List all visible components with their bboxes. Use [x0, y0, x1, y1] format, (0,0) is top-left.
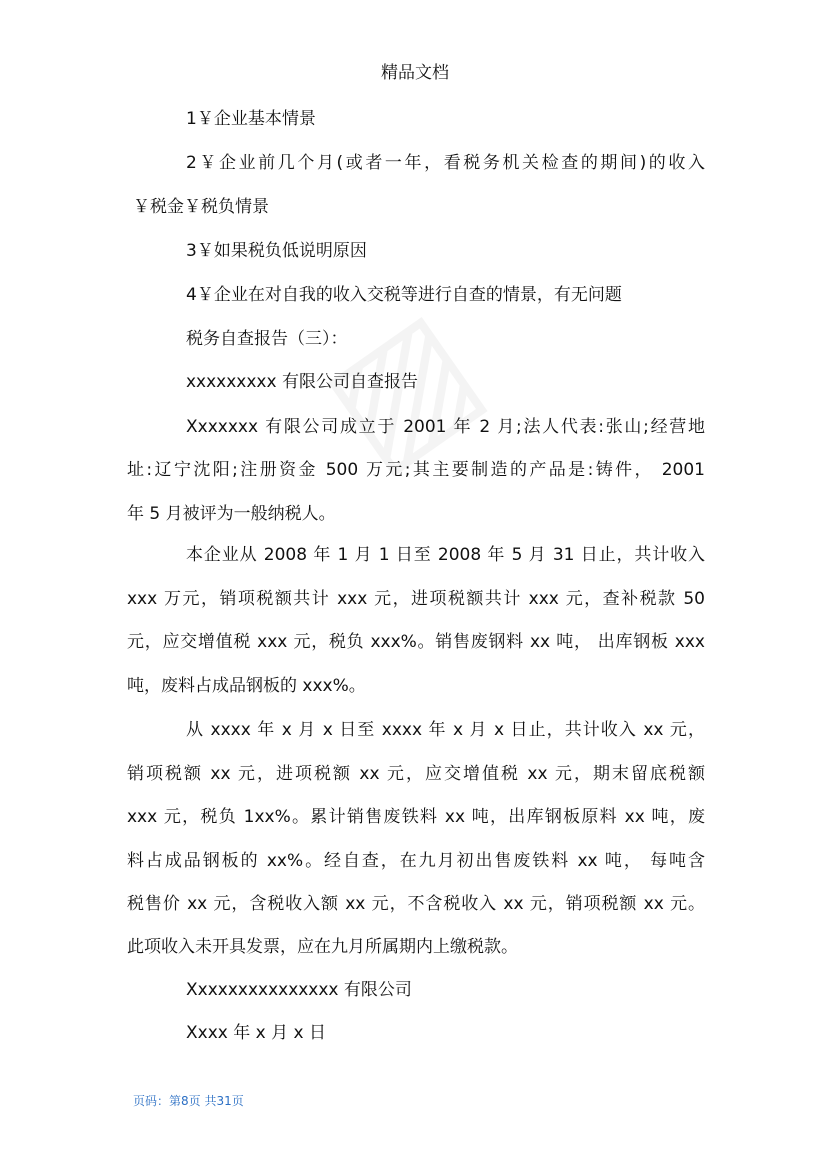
signature-company: Xxxxxxxxxxxxxxx 有限公司 [186, 980, 412, 1000]
text-line: 料占成品钢板的 xx%。经自查，在九月初出售废铁料 xx 吨， 每吨含 [127, 851, 705, 871]
text-line: ￥税金￥税负情景 [133, 197, 269, 217]
text-line: xxxxxxxxx 有限公司自查报告 [186, 372, 418, 392]
text-line: 3￥如果税负低说明原因 [186, 241, 367, 261]
text-line: 2￥企业前几个月(或者一年，看税务机关检查的期间)的收入 [186, 153, 705, 173]
text-line: 元，应交增值税 xxx 元，税负 xxx%。销售废钢料 xx 吨， 出库钢板 xxx [127, 632, 705, 652]
text-line: 此项收入未开具发票，应在九月所属期内上缴税款。 [127, 937, 518, 957]
page-number: 页码：第8页 共31页 [133, 1094, 244, 1108]
text-line: xxx 万元，销项税额共计 xxx 元，进项税额共计 xxx 元，查补税款 50 [127, 589, 705, 609]
text-line: Xxxxxxx 有限公司成立于 2001 年 2 月;法人代表:张山;经营地 [186, 417, 705, 437]
text-line: 税务自查报告（三）： [186, 329, 348, 349]
text-line: 4￥企业在对自我的收入交税等进行自查的情景，有无问题 [186, 285, 622, 305]
signature-date: Xxxx 年 x 月 x 日 [186, 1023, 326, 1043]
page-header: 精品文档 [381, 63, 449, 83]
text-line: 1￥企业基本情景 [186, 109, 316, 129]
text-line: 本企业从 2008 年 1 月 1 日至 2008 年 5 月 31 日止，共计收入 [186, 545, 705, 565]
text-line: 吨，废料占成品钢板的 xxx%。 [127, 676, 366, 696]
text-line: 税售价 xx 元，含税收入额 xx 元，不含税收入 xx 元，销项税额 xx 元。 [127, 894, 705, 914]
text-line: 年 5 月被评为一般纳税人。 [127, 504, 336, 524]
text-line: 址:辽宁沈阳;注册资金 500 万元;其主要制造的产品是:铸件， 2001 [127, 460, 705, 480]
text-line: 销项税额 xx 元，进项税额 xx 元，应交增值税 xx 元，期末留底税额 [127, 764, 705, 784]
text-line: 从 xxxx 年 x 月 x 日至 xxxx 年 x 月 x 日止，共计收入 xx 元， [186, 720, 705, 740]
text-line: xxx 元，税负 1xx%。累计销售废铁料 xx 吨，出库钢板原料 xx 吨，废 [127, 807, 705, 827]
